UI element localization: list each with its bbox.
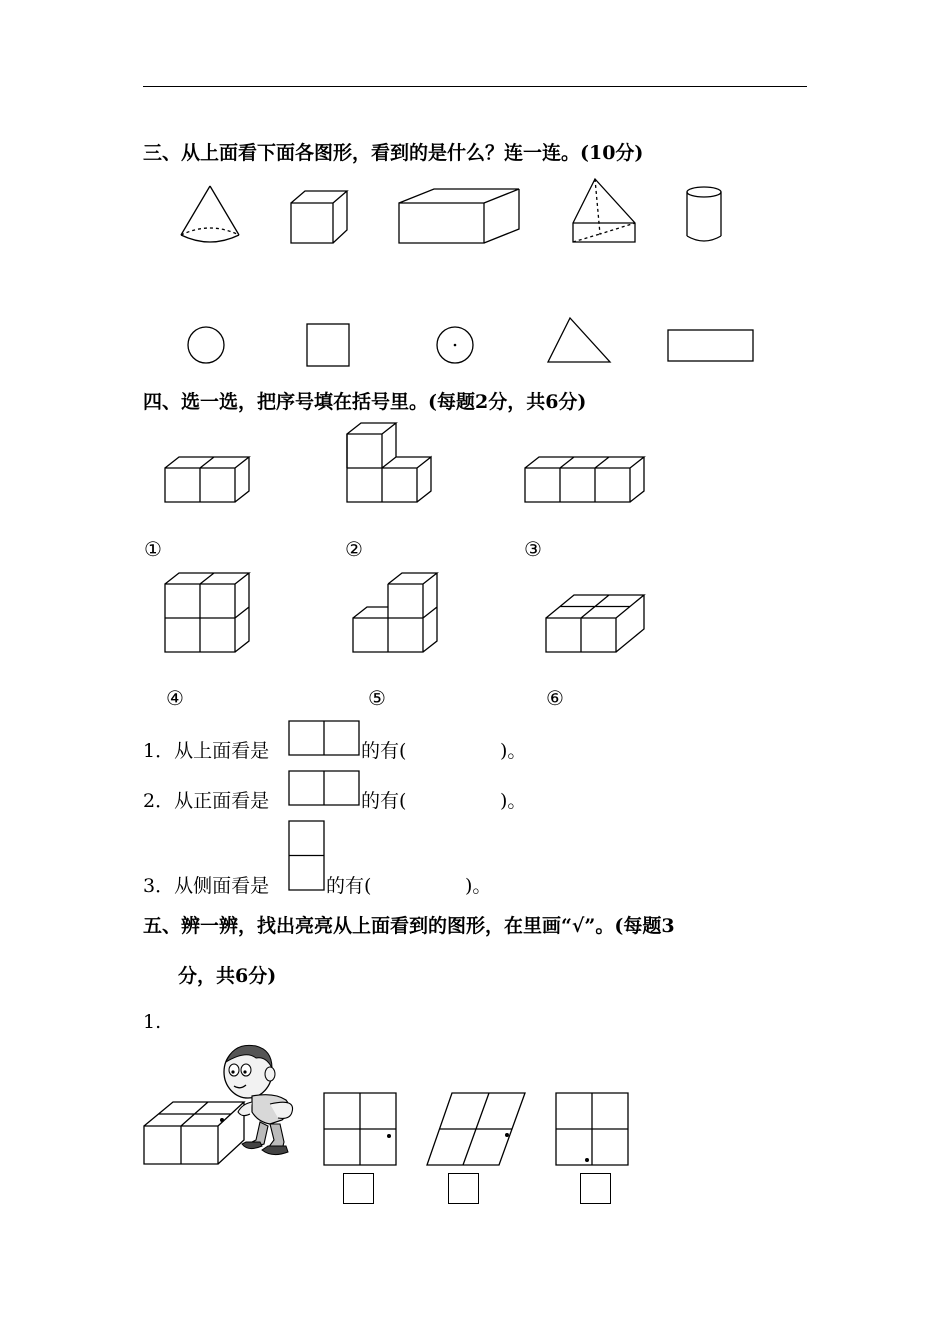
- option-label-1: ①: [144, 537, 162, 561]
- top-view-option-c: [554, 1091, 632, 1169]
- cube-figure-5: [348, 568, 448, 658]
- section5-title-continued: 分，共6分): [178, 965, 277, 987]
- top-view-two-squares: [288, 720, 362, 756]
- square-view: [305, 322, 353, 368]
- option-label-6: ⑥: [546, 686, 564, 710]
- item-1-label: 1.: [143, 1011, 162, 1033]
- question-1-text: 1．从上面看是: [143, 740, 270, 762]
- question-3-text: 3．从侧面看是: [143, 875, 270, 897]
- cylinder-figure: [684, 184, 726, 246]
- triangle-view: [545, 315, 617, 367]
- cone-figure: [175, 183, 245, 248]
- side-view-stacked-squares: [288, 820, 328, 892]
- front-view-two-squares: [288, 770, 362, 806]
- answer-box-b[interactable]: [448, 1173, 479, 1204]
- circle-view: [186, 325, 228, 367]
- question-2-text: 2．从正面看是: [143, 790, 270, 812]
- top-view-option-b: [425, 1091, 529, 1169]
- circle-with-dot-view: [435, 325, 477, 367]
- question-1-close: )。: [500, 740, 527, 762]
- question-2-suffix: 的有(: [361, 790, 407, 812]
- cube-figure-6: [541, 590, 651, 658]
- rectangle-view: [665, 328, 757, 364]
- question-3-suffix: 的有(: [326, 875, 372, 897]
- top-view-option-a: [322, 1091, 400, 1169]
- cuboid-figure: [396, 186, 526, 246]
- question-2-close: )。: [500, 790, 527, 812]
- section4-title: 四、选一选，把序号填在括号里。(每题2分，共6分): [143, 391, 587, 413]
- cube-figure: [288, 188, 353, 246]
- question-3-close: )。: [465, 875, 492, 897]
- option-label-4: ④: [166, 686, 184, 710]
- cube-figure-1: [160, 452, 260, 508]
- cube-figure-4: [160, 568, 260, 658]
- cube-figure-2: [342, 418, 442, 508]
- boy-illustration: [212, 1040, 312, 1158]
- cube-figure-3: [520, 452, 655, 508]
- section3-title: 三、从上面看下面各图形，看到的是什么？连一连。(10分): [143, 142, 644, 164]
- option-label-3: ③: [524, 537, 542, 561]
- answer-box-a[interactable]: [343, 1173, 374, 1204]
- answer-box-c[interactable]: [580, 1173, 611, 1204]
- prism-figure: [570, 176, 642, 246]
- option-label-2: ②: [345, 537, 363, 561]
- section5-title: 五、辨一辨，找出亮亮从上面看到的图形，在里画“√”。(每题3: [143, 915, 675, 937]
- option-label-5: ⑤: [368, 686, 386, 710]
- question-1-suffix: 的有(: [361, 740, 407, 762]
- top-rule: [143, 86, 807, 87]
